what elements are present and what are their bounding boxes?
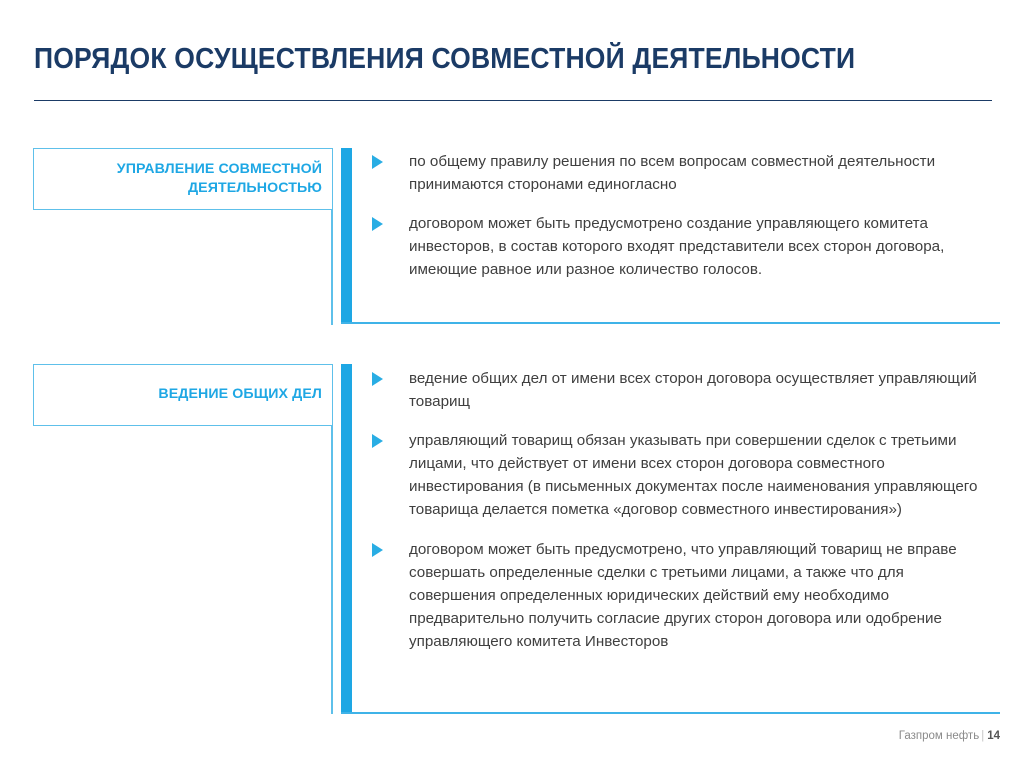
section-label-box — [33, 364, 333, 426]
list-item-text: договором может быть предусмотрено, что управляющий товарищ не вправе совершать определенные сделки с третьими лицами, а также что для совершения определенных юридических действий ему необходимо предварительно получить согласие других сторон договора или одобрение управляющего комитета Инвесторов — [409, 540, 957, 650]
section-divider — [341, 322, 1000, 324]
slide-title-wrap — [34, 44, 990, 75]
page-number: 14 — [987, 730, 1000, 742]
title-divider — [34, 100, 992, 101]
section-bullet-list — [372, 150, 984, 281]
list-item-text: управляющий товарищ обязан указывать при совершении сделок с третьими лицами, что действует от имени всех сторон договора совместного инвестирования (в письменных документах после наименования управляющего товарища делается пометка «договор совместного инвестирования») — [409, 432, 978, 519]
section-label-text: УПРАВЛЕНИЕ СОВМЕСТНОЙ ДЕЯТЕЛЬНОСТЬЮ — [116, 160, 322, 196]
label-connector — [331, 426, 333, 714]
list-item-text: по общему правилу решения по всем вопросам совместной деятельности принимаются сторонами единогласно — [409, 153, 936, 194]
list-item — [372, 429, 984, 521]
section-label-text: ВЕДЕНИЕ ОБЩИХ ДЕЛ — [158, 386, 322, 403]
section-bullet-list — [372, 367, 984, 653]
page-title: ПОРЯДОК ОСУЩЕСТВЛЕНИЯ СОВМЕСТНОЙ ДЕЯТЕЛЬНОСТИ — [34, 43, 856, 75]
section-accent-bar — [341, 148, 352, 322]
list-item — [372, 538, 984, 653]
list-item — [372, 212, 984, 281]
footer — [899, 730, 1000, 742]
section-label-box — [33, 148, 333, 210]
triangle-bullet-icon — [372, 543, 383, 557]
list-item-text: договором может быть предусмотрено создание управляющего комитета инвесторов, в состав которого входят представители всех сторон договора, имеющие равное или разное количество голосов. — [409, 215, 945, 279]
list-item-text: ведение общих дел от имени всех сторон договора осуществляет управляющий товарищ — [409, 370, 977, 411]
triangle-bullet-icon — [372, 434, 383, 448]
triangle-bullet-icon — [372, 372, 383, 386]
section-upravlenie — [0, 148, 1024, 324]
triangle-bullet-icon — [372, 155, 383, 169]
footer-company: Газпром нефть — [898, 730, 980, 742]
triangle-bullet-icon — [372, 217, 383, 231]
section-accent-bar — [341, 364, 352, 712]
section-vedenie — [0, 364, 1024, 719]
label-connector — [331, 210, 333, 325]
list-item — [372, 150, 984, 196]
footer-separator: | — [981, 730, 985, 742]
list-item — [372, 367, 984, 413]
section-divider — [341, 712, 1000, 714]
